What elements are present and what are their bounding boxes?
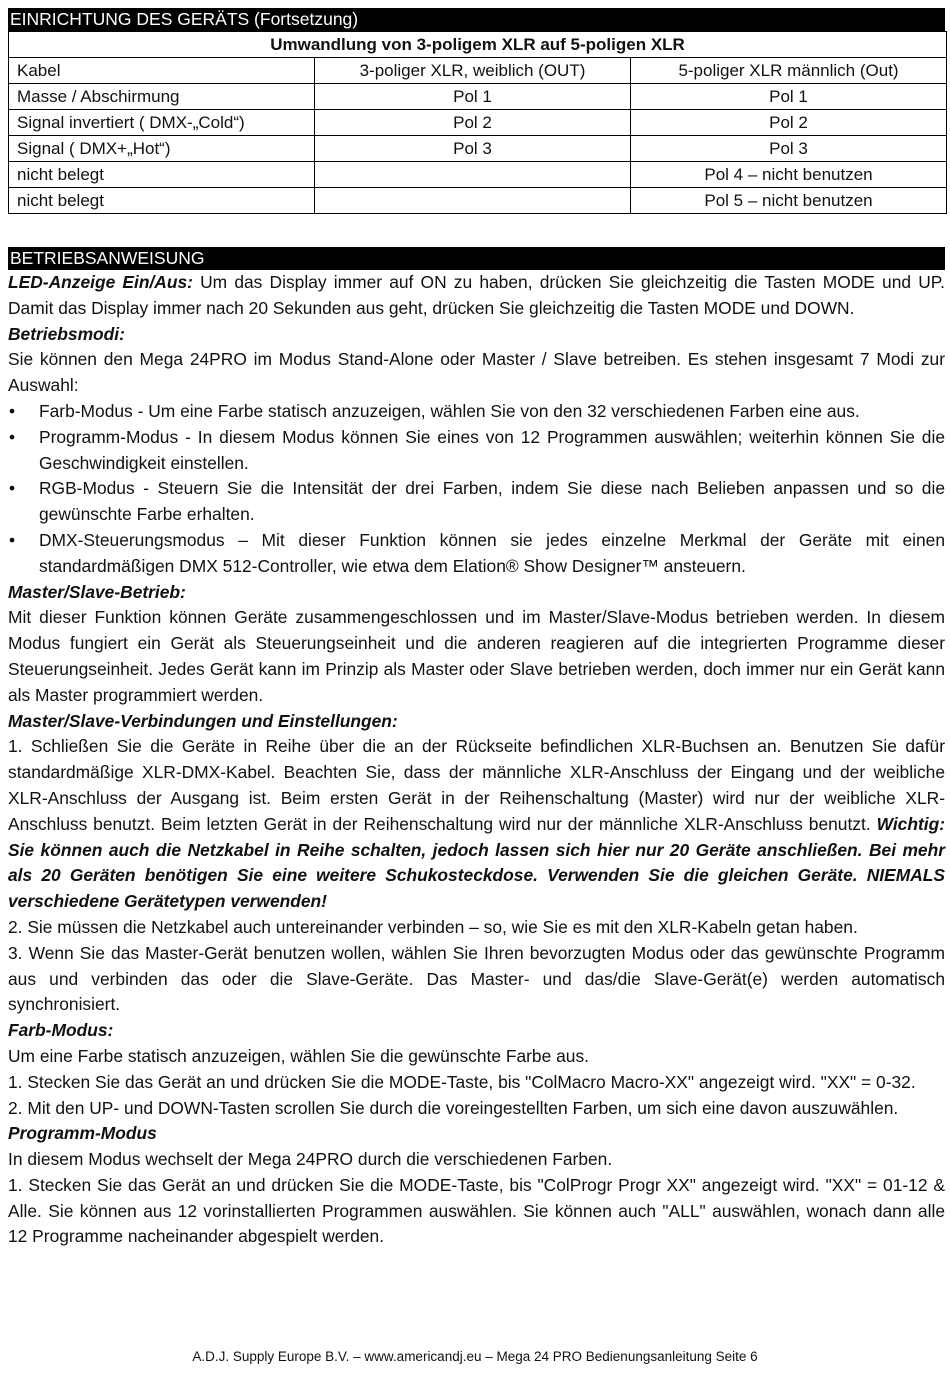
table-cell: Pol 2 — [315, 110, 631, 136]
table-cell: Pol 3 — [631, 136, 947, 162]
table-cell: Pol 1 — [631, 84, 947, 110]
color-mode-step1: 1. Stecken Sie das Gerät an und drücken Sie die MODE-Taste, bis "ColMacro Macro-XX" angezeigt wird. "XX" = 0-32. — [8, 1071, 916, 1092]
connections-step2: 2. Sie müssen die Netzkabel auch untereinander verbinden – so, wie Sie es mit den XLR-Kabeln getan haben. — [8, 916, 858, 937]
bullet-icon: • — [9, 400, 16, 421]
bullet-icon: • — [9, 426, 16, 447]
xlr-conversion-table — [8, 31, 947, 214]
led-text: Um das Display immer auf ON zu haben, drücken Sie gleichzeitig die Tasten MODE und UP. Damit das Display immer nach 20 Sekunden aus geht, drücken Sie gleichzeitig die Tasten MODE und DOWN. — [8, 272, 945, 318]
connections-heading: Master/Slave-Verbindungen und Einstellungen: — [8, 710, 398, 731]
page-footer: A.D.J. Supply Europe B.V. – www.americandj.eu – Mega 24 PRO Bedienungsanleitung Seite 6 — [192, 1349, 758, 1364]
master-slave-text: Mit dieser Funktion können Geräte zusammengeschlossen und im Master/Slave-Modus betrieben werden. In diesem Modus fungiert ein Gerät als Steuerungseinheit und die anderen reagieren auf die integrierten Programme dieser Steuerungseinheit. Jedes Gerät kann im Prinzip als Master oder Slave betrieben werden, doch immer nur ein Gerät kann als Master programmiert werden. — [8, 607, 945, 705]
table-header-row — [9, 58, 947, 84]
table-cell: Signal ( DMX+„Hot“) — [9, 136, 315, 162]
modes-heading: Betriebsmodi: — [8, 323, 125, 344]
modes-intro: Sie können den Mega 24PRO im Modus Stand-Alone oder Master / Slave betreiben. Es stehen insgesamt 7 Modi zur Auswahl: — [8, 349, 945, 396]
table-cell: Signal invertiert ( DMX-„Cold“) — [9, 110, 315, 136]
table-cell: nicht belegt — [9, 188, 315, 214]
list-item — [8, 425, 945, 477]
color-mode-step2: 2. Mit den UP- und DOWN-Tasten scrollen Sie durch die voreingestellten Farben, um sich eine davon auszuwählen. — [8, 1097, 899, 1118]
led-label: LED-Anzeige Ein/Aus: — [8, 272, 193, 292]
table-cell: Pol 2 — [631, 110, 947, 136]
header-cell: 3-poliger XLR, weiblich (OUT) — [315, 58, 631, 84]
color-mode-heading: Farb-Modus: — [8, 1020, 114, 1041]
list-item-text: RGB-Modus - Steuern Sie die Intensität der drei Farben, indem Sie diese nach Belieben anpassen und so die gewünschte Farbe erhalten. — [39, 478, 945, 525]
table-row — [9, 136, 947, 162]
operation-body — [8, 270, 945, 1250]
list-item — [8, 476, 945, 528]
list-item-text: Farb-Modus - Um eine Farbe statisch anzuzeigen, wählen Sie von den 32 verschiedenen Farben eine aus. — [39, 400, 860, 421]
table-cell: Pol 1 — [315, 84, 631, 110]
table-caption-row — [9, 32, 947, 58]
table-cell: nicht belegt — [9, 162, 315, 188]
program-mode-intro: In diesem Modus wechselt der Mega 24PRO durch die verschiedenen Farben. — [8, 1149, 613, 1170]
list-item — [8, 399, 945, 425]
master-slave-heading: Master/Slave-Betrieb: — [8, 581, 186, 602]
section-header-setup: EINRICHTUNG DES GERÄTS (Fortsetzung) — [8, 8, 945, 31]
table-row — [9, 188, 947, 214]
bullet-icon: • — [9, 529, 16, 550]
list-item-text: Programm-Modus - In diesem Modus können Sie eines von 12 Programmen auswählen; weiterhin können Sie die Geschwindigkeit einstellen. — [39, 426, 945, 473]
modes-list — [8, 399, 945, 580]
step-text: 1. Schließen Sie die Geräte in Reihe über die an der Rückseite befindlichen XLR-Buchsen an. Benutzen Sie dafür standardmäßige XLR-DMX-Kabel. Beachten Sie, dass der männliche XLR-Anschluss der Eingang und der weibliche XLR-Anschluss der Ausgang ist. Beim ersten Gerät in der Reihenschaltung (Master) wird nur der weibliche XLR-Anschluss benutzt. Beim letzten Gerät in der Reihenschaltung wird nur der männliche XLR-Anschluss benutzt. — [8, 736, 945, 834]
color-mode-intro: Um eine Farbe statisch anzuzeigen, wählen Sie die gewünschte Farbe aus. — [8, 1045, 589, 1066]
table-cell — [315, 162, 631, 188]
program-mode-step1: 1. Stecken Sie das Gerät an und drücken Sie die MODE-Taste, bis "ColProgr Progr XX" angezeigt wird. "XX" = 01-12 & Alle. Sie können aus 12 vorinstallierten Programmen auswählen. Sie können auch "ALL" auswählen, wonach dann alle 12 Programme nacheinander abgespielt werden. — [8, 1174, 945, 1247]
table-cell: Pol 3 — [315, 136, 631, 162]
program-mode-heading: Programm-Modus — [8, 1123, 157, 1144]
table-row — [9, 110, 947, 136]
header-cell: 5-poliger XLR männlich (Out) — [631, 58, 947, 84]
header-cell: Kabel — [9, 58, 315, 84]
manual-page — [8, 8, 945, 1250]
table-caption: Umwandlung von 3-poligem XLR auf 5-poligen XLR — [9, 32, 947, 58]
table-cell: Masse / Abschirmung — [9, 84, 315, 110]
list-item — [8, 528, 945, 580]
warning-text: Wichtig: Sie können auch die Netzkabel in Reihe schalten, jedoch lassen sich hier nur 20 Geräte anschließen. Bei mehr als 20 Geräten benötigen Sie eine weitere Schukosteckdose. Verwenden Sie die gleichen Geräte. NIEMALS verschiedene Gerätetypen verwenden! — [8, 813, 945, 912]
table-row — [9, 84, 947, 110]
connections-step1 — [8, 734, 945, 915]
list-item-text: DMX-Steuerungsmodus – Mit dieser Funktion können sie jedes einzelne Merkmal der Geräte mit einen standardmäßigen DMX 512-Controller, wie etwa dem Elation® Show Designer™ ansteuern. — [39, 529, 945, 576]
table-cell: Pol 4 – nicht benutzen — [631, 162, 947, 188]
table-cell: Pol 5 – nicht benutzen — [631, 188, 947, 214]
table-cell — [315, 188, 631, 214]
connections-step3: 3. Wenn Sie das Master-Gerät benutzen wollen, wählen Sie Ihren bevorzugten Modus oder das gewünschte Programm aus und verbinden das oder die Slave-Geräte. Das Master- und das/die Slave-Gerät(e) werden automatisch synchronisiert. — [8, 942, 945, 1015]
table-row — [9, 162, 947, 188]
led-paragraph — [8, 270, 945, 322]
section-header-operation: BETRIEBSANWEISUNG — [8, 247, 945, 270]
bullet-icon: • — [9, 478, 16, 499]
